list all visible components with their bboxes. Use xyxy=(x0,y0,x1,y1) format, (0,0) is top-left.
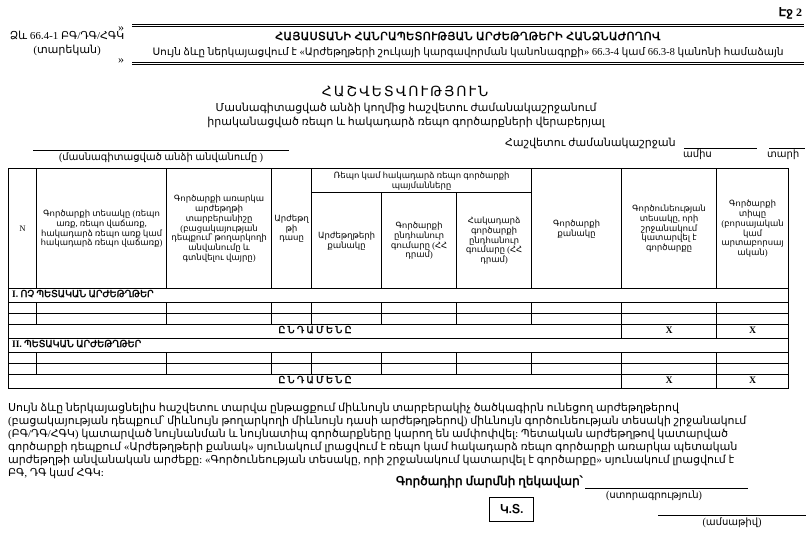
empty-cell[interactable] xyxy=(622,302,717,313)
empty-cell[interactable] xyxy=(622,363,717,374)
reporting-period-label: Հաշվետու ժամանակաշրջան xyxy=(505,137,676,149)
empty-cell[interactable] xyxy=(622,313,717,324)
table-row xyxy=(9,363,789,374)
col-header-transaction-kind: Գործարքի տիպը (բորսայական կամ արտաբորսայական) xyxy=(717,169,789,289)
empty-cell[interactable] xyxy=(312,302,382,313)
month-caption: ամիս xyxy=(683,149,712,160)
empty-cell[interactable] xyxy=(717,302,789,313)
header-rule-mark-top: » xyxy=(118,20,124,34)
reporting-month-input-line[interactable] xyxy=(684,136,757,149)
empty-cell[interactable] xyxy=(9,302,37,313)
empty-cell[interactable] xyxy=(167,302,272,313)
empty-cell[interactable] xyxy=(272,352,312,363)
empty-cell[interactable] xyxy=(37,313,167,324)
empty-cell[interactable] xyxy=(37,363,167,374)
empty-cell[interactable] xyxy=(272,302,312,313)
total-label: Ը Ն Դ Ա Մ Ե Ն Ը xyxy=(9,374,622,388)
empty-cell[interactable] xyxy=(457,352,532,363)
reporting-year-input-line[interactable] xyxy=(769,136,805,149)
entity-name-caption: (մասնագիտացված անձի անվանումը ) xyxy=(58,152,264,163)
empty-cell[interactable] xyxy=(532,302,622,313)
total-x-mark: X xyxy=(717,374,789,388)
empty-cell[interactable] xyxy=(717,363,789,374)
total-label: Ը Ն Դ Ա Մ Ե Ն Ը xyxy=(9,324,622,338)
empty-cell[interactable] xyxy=(532,313,622,324)
section-title: II. ՊԵՏԱԿԱՆ ԱՐԺԵԹՂԹԵՐ xyxy=(9,338,789,352)
col-header-reverse-transaction-amount: Հակադարձ գործարքի ընդհանուր գումարը (ՀՀ դրամ) xyxy=(457,193,532,289)
total-x-mark: X xyxy=(717,324,789,338)
empty-cell[interactable] xyxy=(37,302,167,313)
form-code: Ձև 66.4-1 ԲԳ/ԴԳ/ՀԳԿ xyxy=(9,30,125,42)
col-header-security-class: Արժեթղթի դասը xyxy=(272,169,312,289)
section-row-nongovernment xyxy=(9,289,789,303)
col-header-activity-type: Գործունեության տեսակը, որի շրջանակում կատարվել է գործարքը xyxy=(622,169,717,289)
section-row-government xyxy=(9,338,789,352)
date-field xyxy=(658,503,806,528)
report-title: ՀԱՇՎԵՏՎՈՒԹՅՈՒՆ xyxy=(321,85,491,100)
empty-cell[interactable] xyxy=(622,352,717,363)
empty-cell[interactable] xyxy=(9,363,37,374)
empty-cell[interactable] xyxy=(382,363,457,374)
seal-placeholder: Կ.Տ. xyxy=(489,497,534,522)
empty-cell[interactable] xyxy=(272,363,312,374)
empty-cell[interactable] xyxy=(382,352,457,363)
empty-cell[interactable] xyxy=(272,313,312,324)
form-header-box xyxy=(132,24,804,65)
report-subtitle xyxy=(0,102,812,130)
empty-cell[interactable] xyxy=(167,363,272,374)
form-code-block xyxy=(6,30,128,58)
empty-cell[interactable] xyxy=(382,302,457,313)
empty-cell[interactable] xyxy=(717,352,789,363)
year-caption: տարի xyxy=(767,149,800,160)
executive-signature-block xyxy=(396,474,748,501)
section-title: I. ՈՉ ՊԵՏԱԿԱՆ ԱՐԺԵԹՂԹԵՐ xyxy=(9,289,789,303)
header-rule-mark-bottom: » xyxy=(118,52,124,66)
signature-input-line[interactable] xyxy=(585,476,748,489)
date-caption: (ամսաթիվ) xyxy=(702,517,762,528)
form-periodicity: (տարեկան) xyxy=(33,43,101,56)
table-header-row-top xyxy=(9,169,789,193)
empty-cell[interactable] xyxy=(312,313,382,324)
col-header-security-identifier: Գործարքի առարկա արժեթղթի տարբերանիշը (բացակայության դեպքում՝ թողարկողի անվանումը և գտնվելու վայրը) xyxy=(167,169,272,289)
col-header-n: N xyxy=(9,169,37,289)
signature-caption: (ստորագրություն) xyxy=(606,490,702,501)
empty-cell[interactable] xyxy=(167,313,272,324)
submission-note: Սույն ձևը ներկայացվում է «Արժեթղթերի շուկայի կարգավորման կանոնագրքի» 66.3-4 կամ 66.3-8 կանոնի համաձայն xyxy=(152,47,784,58)
empty-cell[interactable] xyxy=(312,352,382,363)
report-subtitle-line1: Մասնագիտացված անձի կողմից հաշվետու ժամանակաշրջանում xyxy=(215,102,597,114)
empty-cell[interactable] xyxy=(382,313,457,324)
col-header-transaction-type: Գործարքի տեսակը (ռեպո առք, ռեպո վաճառք, հակադարձ ռեպո առք կամ հակադարձ ռեպո վաճառք) xyxy=(37,169,167,289)
col-header-terms-group: Ռեպո կամ հակադարձ ռեպո գործարքի պայմանները xyxy=(312,169,532,193)
date-input-line[interactable] xyxy=(658,503,806,516)
commission-name: ՀԱՅԱՍՏԱՆԻ ՀԱՆՐԱՊԵՏՈՒԹՅԱՆ ԱՐԺԵԹՂԹԵՐԻ ՀԱՆՁՆԱԺՈՂՈՎ xyxy=(275,31,661,43)
col-header-transaction-amount: Գործարքի ընդհանուր գումարը (ՀՀ դրամ) xyxy=(382,193,457,289)
col-header-transactions-count: Գործարքի քանակը xyxy=(532,169,622,289)
total-x-mark: X xyxy=(622,324,717,338)
report-subtitle-line2: իրականացված ռեպո և հակադարձ ռեպո գործարքների վերաբերյալ xyxy=(207,115,605,128)
empty-cell[interactable] xyxy=(9,313,37,324)
empty-cell[interactable] xyxy=(532,363,622,374)
table-row xyxy=(9,352,789,363)
empty-cell[interactable] xyxy=(9,352,37,363)
empty-cell[interactable] xyxy=(717,313,789,324)
reporting-period-field xyxy=(505,136,805,162)
page-number: Էջ 2 xyxy=(778,5,802,19)
empty-cell[interactable] xyxy=(37,352,167,363)
total-x-mark: X xyxy=(622,374,717,388)
entity-name-field xyxy=(33,138,289,163)
table-row xyxy=(9,302,789,313)
empty-cell[interactable] xyxy=(532,352,622,363)
total-row-government xyxy=(9,374,789,388)
executive-label: Գործադիր մարմնի ղեկավար՝ xyxy=(396,474,583,488)
empty-cell[interactable] xyxy=(457,302,532,313)
empty-cell[interactable] xyxy=(167,352,272,363)
table-row xyxy=(9,313,789,324)
col-header-securities-quantity: Արժեթղթերի քանակը xyxy=(312,193,382,289)
empty-cell[interactable] xyxy=(457,313,532,324)
entity-name-input-line[interactable] xyxy=(33,138,289,151)
empty-cell[interactable] xyxy=(457,363,532,374)
total-row-nongovernment xyxy=(9,324,789,338)
empty-cell[interactable] xyxy=(312,363,382,374)
repo-transactions-table xyxy=(8,168,789,389)
instructions-footnote: Սույն ձևը ներկայացնելիս հաշվետու տարվա ընթացքում միևնույն տարբերակիչ ծածկագիրն ունեցող արժեթղթերով (բացակայության դեպքում՝ միևնույն թողարկողի միևնույն դասի արժեթղթերով) միևնույն գործունեության տեսակի շրջանակում (ԲԳ/ԴԳ/ՀԳԿ) կատարված նույնանման և նույնատիպ գործարքները կարող են ամփոփվել: Պետական արժեթղթով կատարված գործարքի դեպքում «Արժեթղթերի քանակ» սյունակում լրացվում է ռեպո կամ հակադարձ ռեպո գործարքի առարկա պետական արժեթղթի անվանական արժեքը: «Գործունեության տեսակը, որի շրջանակում կատարվել է գործարքը» սյունակում լրացվում է ԲԳ, ԴԳ կամ ՀԳԿ: xyxy=(8,402,747,479)
